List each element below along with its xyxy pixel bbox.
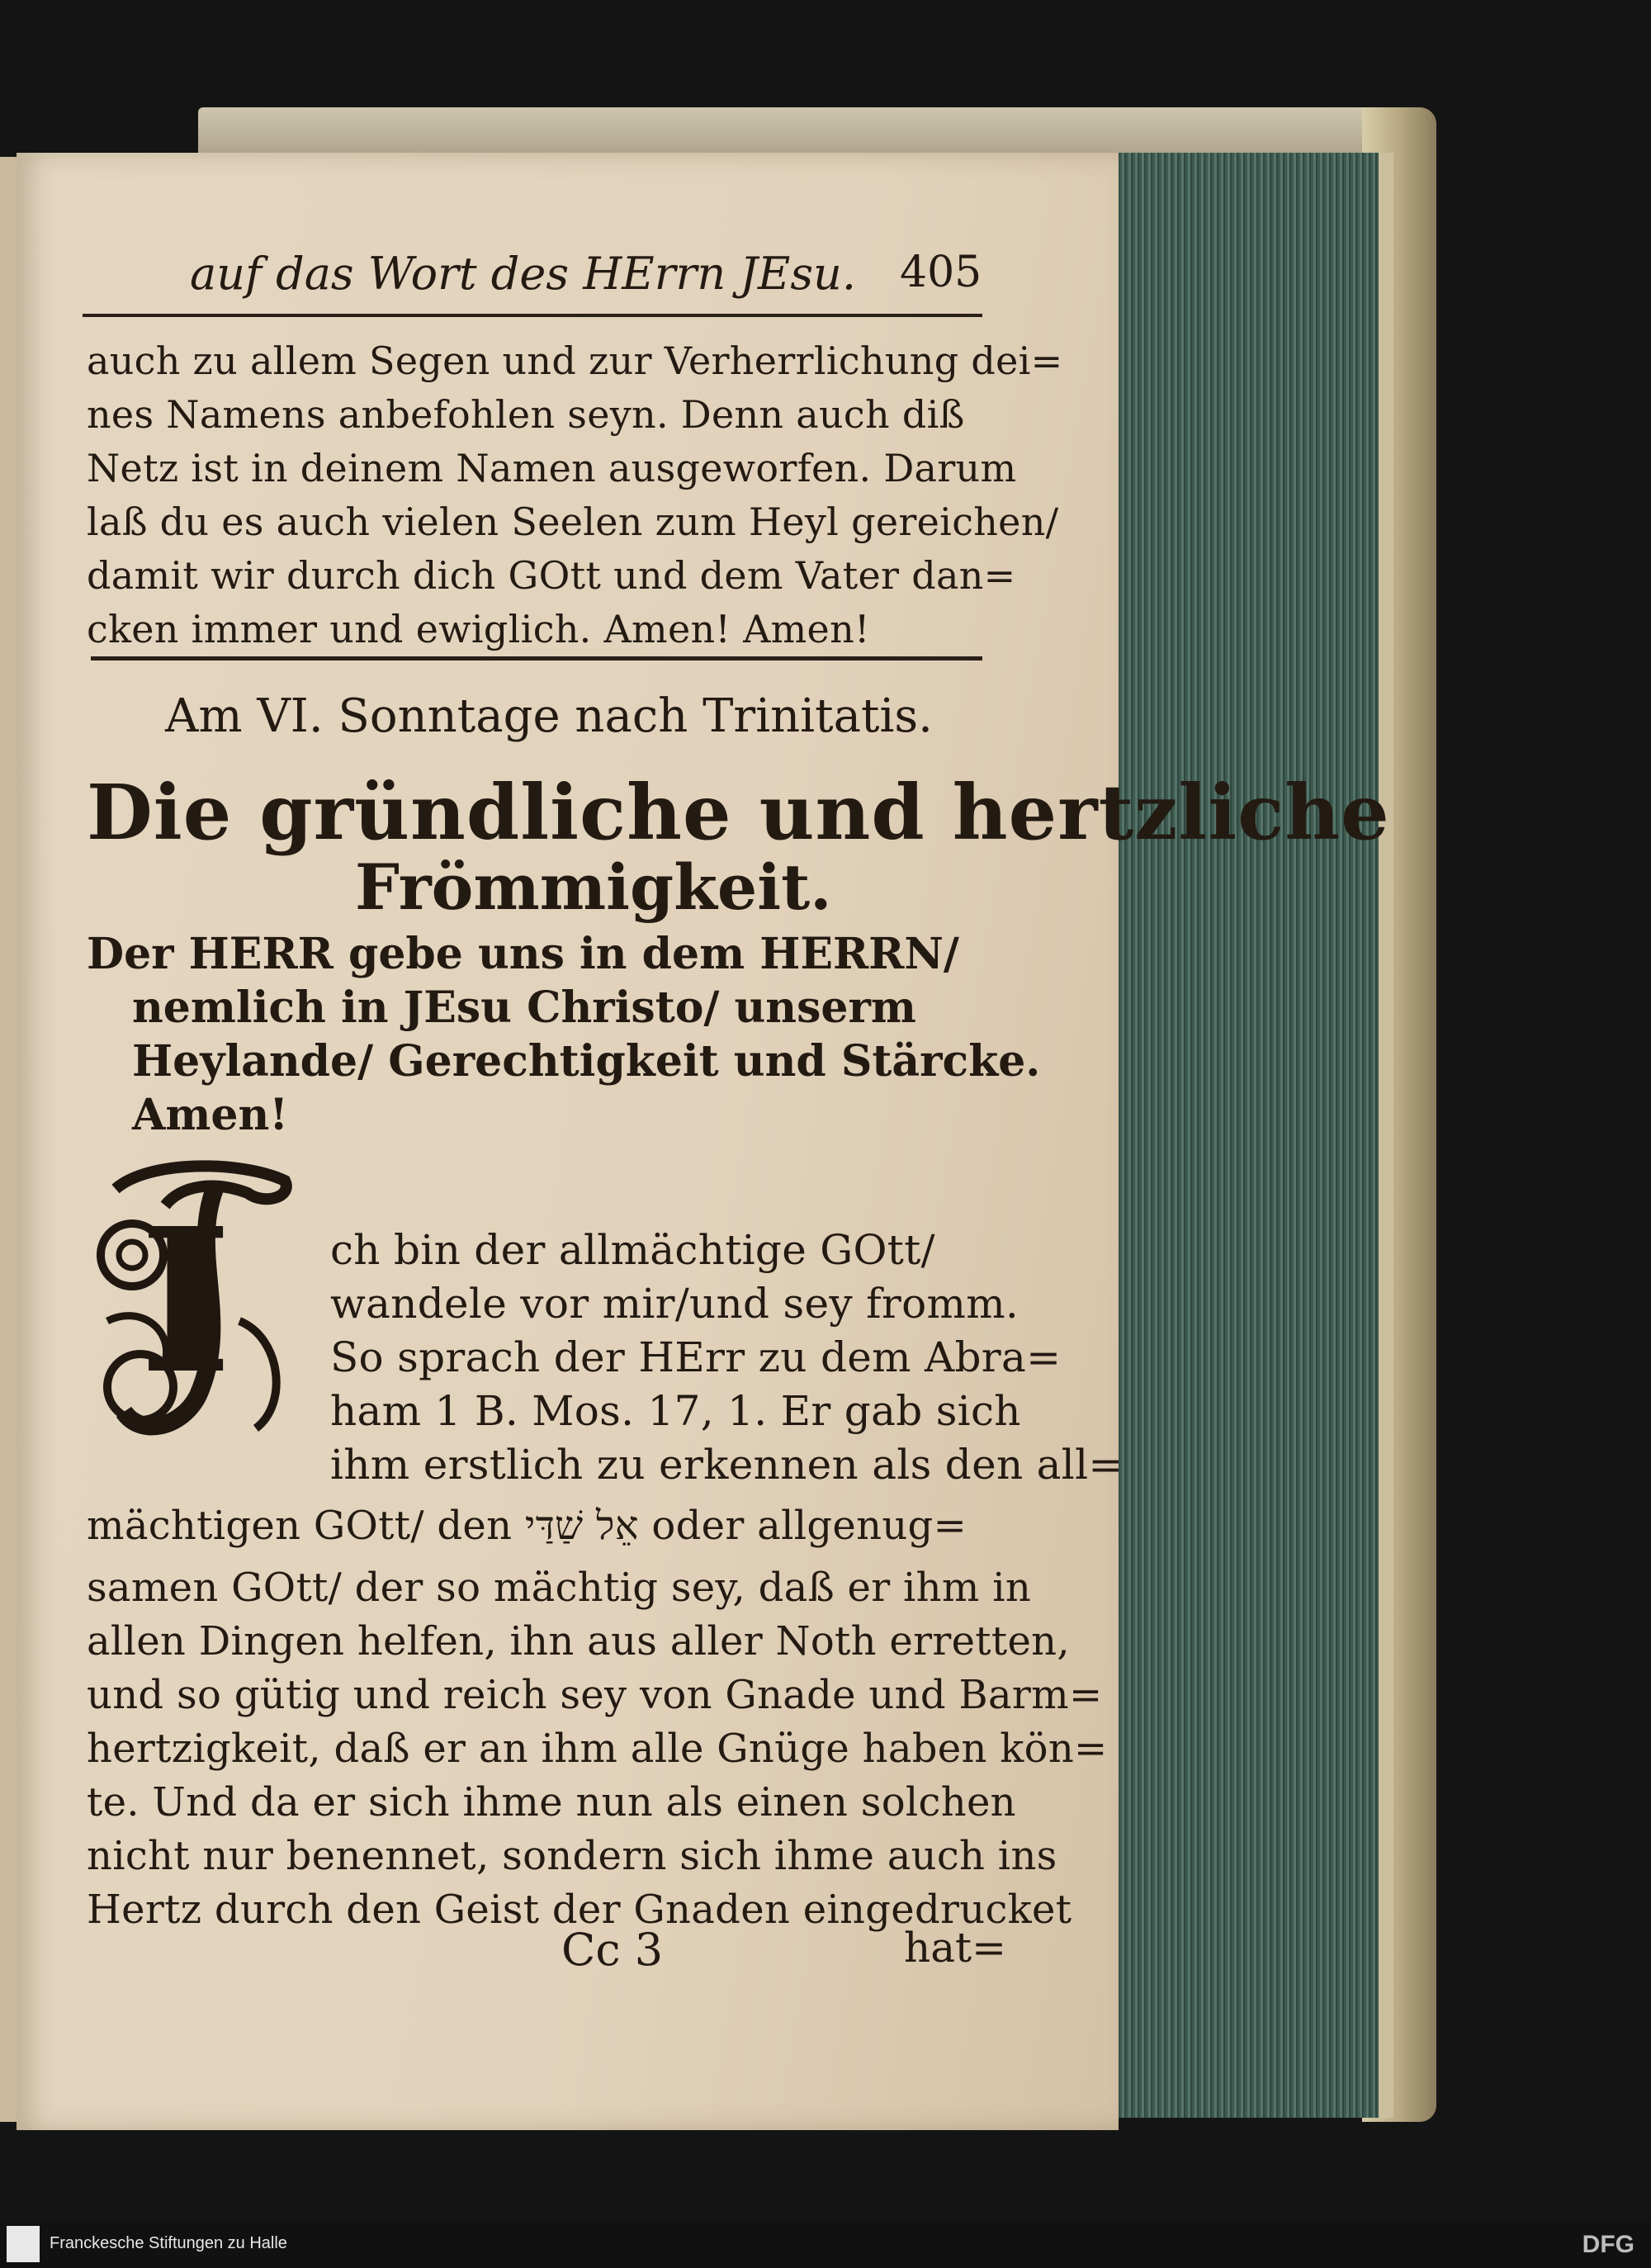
text-line: laß du es auch vielen Seelen zum Heyl gereichen/ xyxy=(87,500,1059,544)
text-line: hertzigkeit, daß er an ihm alle Gnüge haben kön= xyxy=(87,1726,1108,1772)
prayer-line: Amen! xyxy=(132,1090,289,1140)
text-line: te. Und da er sich ihme nun als einen solchen xyxy=(87,1779,1016,1825)
text-line: ihm erstlich zu erkennen als den all= xyxy=(330,1441,1124,1489)
section-rule xyxy=(91,656,982,661)
text-line: Hertz durch den Geist der Gnaden eingedrucket xyxy=(87,1887,1072,1933)
text-line: und so gütig und reich sey von Gnade und Barm= xyxy=(87,1672,1103,1718)
text-line: cken immer und ewiglich. Amen! Amen! xyxy=(87,607,870,651)
sermon-title-line2: Frömmigkeit. xyxy=(355,850,832,924)
signature-mark: Cc 3 xyxy=(561,1924,664,1976)
text-line: nes Namens anbefohlen seyn. Denn auch diß xyxy=(87,392,965,437)
dropcap-letter: I xyxy=(139,1185,233,1418)
header-rule xyxy=(83,314,982,317)
text-line: So sprach der HErr zu dem Abra= xyxy=(330,1333,1062,1381)
page-number: 405 xyxy=(900,248,982,297)
ornamental-initial xyxy=(91,1156,305,1453)
catchword: hat= xyxy=(904,1924,1006,1972)
text-line: samen GOtt/ der so mächtig sey, daß er ihm in xyxy=(87,1565,1032,1611)
text-line: ham 1 B. Mos. 17, 1. Er gab sich xyxy=(330,1387,1021,1435)
text-line: mächtigen GOtt/ den אֵל שַׁדַּי oder allgenug= xyxy=(87,1503,967,1549)
text-line: wandele vor mir/und sey fromm. xyxy=(330,1280,1019,1328)
institution-name: Franckesche Stiftungen zu Halle xyxy=(50,2234,287,2252)
text-line: ch bin der allmächtige GOtt/ xyxy=(330,1226,935,1274)
dfg-logo: DFG xyxy=(1582,2231,1634,2258)
prayer-line: Der HERR gebe uns in dem HERRN/ xyxy=(87,929,959,979)
text-line: damit wir durch dich GOtt und dem Vater dan= xyxy=(87,553,1016,598)
prayer-line: nemlich in JEsu Christo/ unserm xyxy=(132,982,916,1033)
text-line: Netz ist in deinem Namen ausgeworfen. Darum xyxy=(87,446,1017,490)
page-edges xyxy=(1106,153,1393,2118)
running-title: auf das Wort des HErrn JEsu. xyxy=(190,248,856,300)
text-line: allen Dingen helfen, ihn aus aller Noth erretten, xyxy=(87,1618,1070,1664)
viewer-footer xyxy=(0,2221,1651,2268)
prayer-line: Heylande/ Gerechtigkeit und Stärcke. xyxy=(132,1036,1041,1087)
text-line: auch zu allem Segen und zur Verherrlichung dei= xyxy=(87,339,1063,383)
occasion-heading: Am VI. Sonntage nach Trinitatis. xyxy=(165,689,933,743)
institution-logo-icon xyxy=(7,2226,40,2262)
sermon-title: Die gründliche und hertzliche xyxy=(87,768,1390,857)
text-line: nicht nur benennet, sondern sich ihme auch ins xyxy=(87,1833,1057,1879)
